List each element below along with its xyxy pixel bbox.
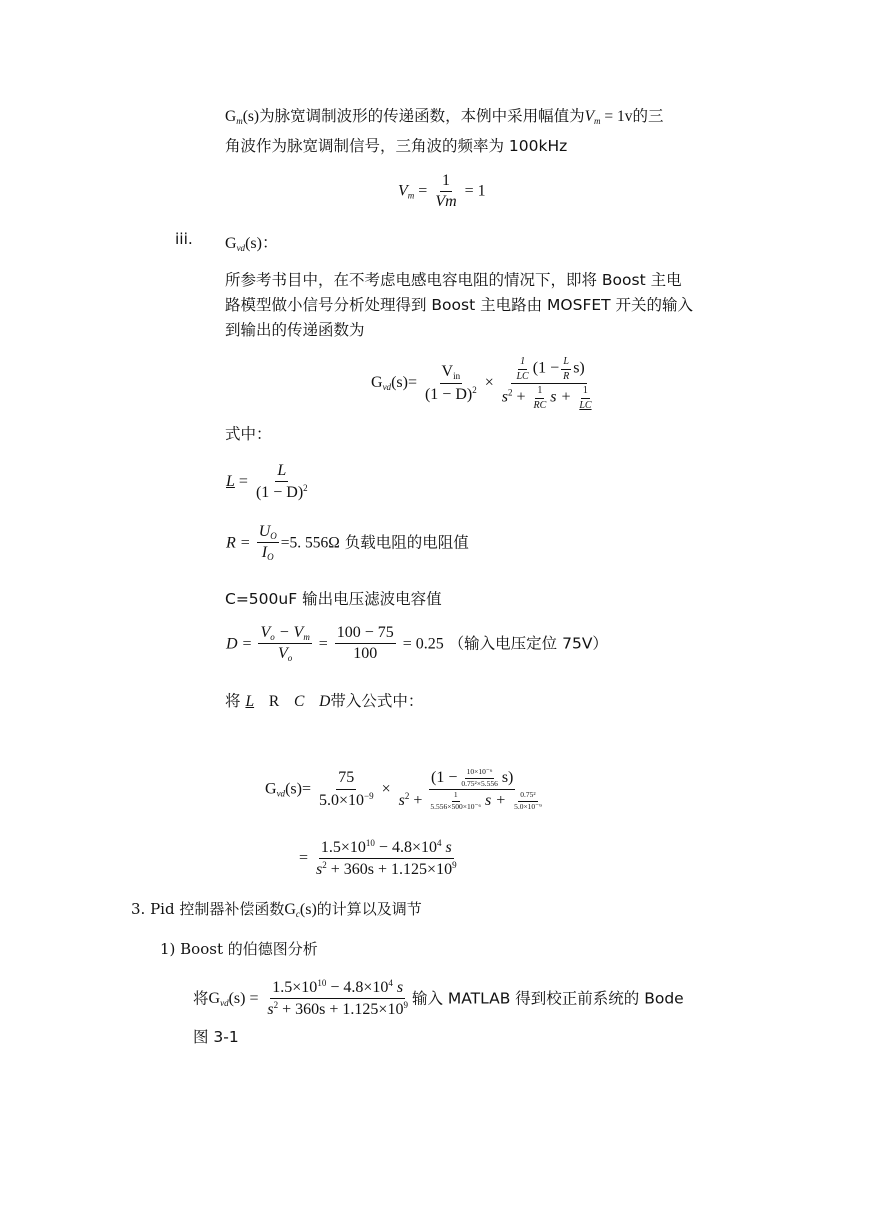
equation-vm: $V_m$ = $\frac{1}{Vm}$ = 1	[398, 172, 486, 211]
substitution-line: 将 L R C D带入公式中：	[225, 692, 424, 710]
where-label: 式中：	[225, 425, 272, 443]
gm-symbol: $G_m(s)$	[225, 108, 260, 126]
vm-inline: $V_m = 1v$	[584, 108, 633, 126]
paragraph-bode: 将$G_{vd}(s)$ = $\frac{1.5\times 10^{10} - 4.8\times 10^4 s}{s^2 + 360s + 1.125\times 10^9}$ 输入 MATLAB 得到校正前系统的 Bode	[193, 978, 684, 1019]
paragraph-gm	[225, 104, 664, 159]
equation-d: D = $\frac{V_o - V_m}{V_o}$ = $\frac{100 - 75}{100}$ = 0.25 （输入电压定位 75V）	[226, 624, 608, 664]
paragraph-bode-line2: 图 3-1	[193, 1028, 239, 1046]
equation-l: L = $\frac{L}{(1 - D)^2}$	[226, 462, 308, 502]
equation-r: R = $\frac{U_O}{I_O}$ =5. 556Ω 负载电阻的电阻值	[226, 523, 469, 563]
equation-gvd: $G_{vd}(s)=$ $\frac{V_{in}}{(1 - D)^2}$ × $\frac{1}{LC}$ (1 − $\frac{L}{R}$ s) $s^2$ + $\frac{1}{RC}$ s + $\frac{1}{LC}$	[371, 356, 592, 411]
section-iii-number: iii.	[175, 230, 193, 248]
subsection-heading-1: 1) Boost 的伯德图分析	[160, 940, 318, 958]
paragraph-reference: 所参考书目中，在不考虑电感电容电阻的情况下，即将 Boost 主电 路模型做小信号分析处理得到 Boost 主电路由 MOSFET 开关的输入 到输出的传递函数为	[225, 271, 694, 339]
equation-result: = $\frac{1.5\times 10^{10} - 4.8\times 10^4 s}{s^2 + 360s + 1.125\times 10^9}$	[299, 838, 457, 879]
capacitor-line: C=500uF 输出电压滤波电容值	[225, 590, 442, 608]
section-iii-label: $G_{vd}(s)$：	[225, 235, 278, 253]
paragraph-gm-line1: $G_m(s)$为脉宽调制波形的传递函数，本例中采用幅值为$V_m = 1v$的三	[225, 107, 664, 126]
equation-substituted: $G_{vd}(s)=$ $\frac{75}{5.0\times 10^{-9}}$ × (1 − $\frac{\text{10×10⁻⁶}}{\text{0.75²×5.556}}$ s) $s^2$ + $\frac{1}{\text{5.556×500×10⁻⁶}}$ s + $\frac{\text{0.75²}}{\text{5.0×10⁻⁹}}$	[265, 767, 542, 812]
paragraph-gm-line2: 角波作为脉宽调制信号，三角波的频率为 100kHz	[225, 137, 568, 155]
section-heading-3: 3. Pid 控制器补偿函数$G_c(s)$的计算以及调节	[131, 900, 422, 919]
